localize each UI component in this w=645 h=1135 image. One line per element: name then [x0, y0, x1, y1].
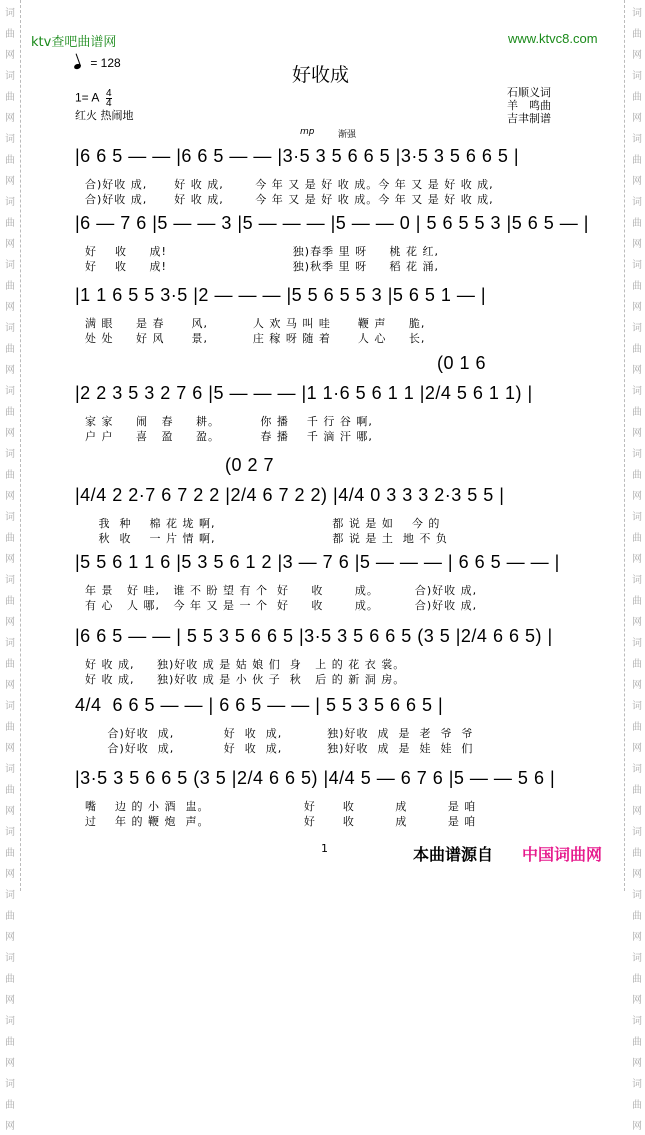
watermark-char: 词	[632, 512, 642, 523]
lyrics-verse-2: 好 收 成! 独)秋季 里 呀 稻 花 涌,	[85, 260, 440, 273]
watermark-char: 网	[632, 113, 642, 124]
watermark-char: 网	[5, 554, 15, 565]
watermark-char: 网	[632, 806, 642, 817]
lyrics-verse-2: 合)好收 成, 好 收 成, 今 年 又 是 好 收 成。今 年 又 是 好 收 成,	[85, 193, 494, 206]
source-label: 本曲谱源自	[413, 845, 494, 864]
watermark-char: 网	[5, 1121, 15, 1132]
transcriber-credit: 吉聿制谱	[507, 112, 551, 125]
watermark-char: 曲	[632, 596, 642, 607]
watermark-char: 词	[5, 134, 15, 145]
watermark-char: 词	[632, 827, 642, 838]
watermark-char: 网	[5, 743, 15, 754]
lyrics-verse-1: 年 景 好 哇, 谁 不 盼 望 有 个 好 收 成。 合)好收 成,	[85, 584, 478, 597]
lyrics-verse-1: 合)好收 成, 好 收 成, 独)好收 成 是 老 爷 爷	[85, 727, 474, 740]
watermark-char: 词	[632, 197, 642, 208]
time-signature	[106, 89, 112, 108]
tempo-marking	[74, 56, 121, 70]
watermark-char: 网	[632, 365, 642, 376]
watermark-char: 词	[5, 8, 15, 19]
watermark-char: 网	[5, 1058, 15, 1069]
notation-row: |4/4 2 2·7 6 7 2 2 |2/4 6 7 2 2) |4/4 0 3 3 3 2·3 5 5 |	[75, 485, 505, 505]
watermark-char: 网	[632, 995, 642, 1006]
watermark-char: 词	[5, 638, 15, 649]
watermark-char: 词	[632, 1016, 642, 1027]
lyrics-verse-2: 户 户 喜 盈 盈。 春 播 千 滴 汗 哪,	[85, 430, 373, 443]
watermark-char: 词	[632, 134, 642, 145]
watermark-char: 网	[632, 491, 642, 502]
watermark-char: 网	[5, 995, 15, 1006]
source-brand[interactable]: 中国词曲网	[522, 845, 603, 864]
watermark-char: 曲	[5, 344, 15, 355]
instrumental-interlude: (0 2 7	[225, 455, 275, 475]
watermark-char: 网	[5, 50, 15, 61]
notation-row: |5 5 6 1 1 6 |5 3 5 6 1 2 |3 — 7 6 |5 — — — | 6 6 5 — — |	[75, 552, 560, 572]
watermark-char: 网	[5, 428, 15, 439]
key-value: 1= A	[75, 90, 99, 105]
watermark-char: 曲	[5, 848, 15, 859]
watermark-char: 曲	[632, 659, 642, 670]
watermark-char: 曲	[632, 722, 642, 733]
watermark-char: 词	[632, 260, 642, 271]
instrumental-interlude: (0 1 6	[437, 353, 487, 373]
watermark-char: 网	[5, 239, 15, 250]
watermark-char: 曲	[5, 29, 15, 40]
tempo-value: = 128	[90, 56, 121, 70]
watermark-char: 曲	[632, 407, 642, 418]
credits	[507, 86, 551, 125]
watermark-char: 网	[5, 176, 15, 187]
key-signature	[75, 89, 112, 108]
notation-row: |6 6 5 — — | 5 5 3 5 6 6 5 |3·5 3 5 6 6 5 (3 5 |2/4 6 6 5) |	[75, 626, 553, 646]
style-marking: 红火 热闹地	[75, 109, 134, 122]
watermark-char: 词	[632, 8, 642, 19]
watermark-char: 词	[632, 323, 642, 334]
time-sig-top: 4	[106, 88, 112, 99]
watermark-char: 词	[5, 1016, 15, 1027]
watermark-char: 曲	[632, 848, 642, 859]
watermark-char: 网	[5, 680, 15, 691]
watermark-char: 网	[632, 869, 642, 880]
watermark-char: 词	[5, 764, 15, 775]
watermark-char: 词	[5, 701, 15, 712]
watermark-char: 曲	[5, 218, 15, 229]
watermark-char: 曲	[5, 470, 15, 481]
watermark-char: 曲	[5, 92, 15, 103]
watermark-char: 曲	[632, 470, 642, 481]
watermark-char: 曲	[632, 344, 642, 355]
watermark-char: 词	[632, 701, 642, 712]
watermark-char: 词	[5, 260, 15, 271]
watermark-char: 词	[5, 575, 15, 586]
watermark-char: 网	[632, 428, 642, 439]
watermark-char: 网	[632, 302, 642, 313]
watermark-char: 网	[632, 743, 642, 754]
watermark-char: 词	[5, 512, 15, 523]
watermark-char: 词	[5, 71, 15, 82]
watermark-char: 网	[632, 1121, 642, 1132]
watermark-char: 曲	[5, 785, 15, 796]
watermark-char: 曲	[632, 533, 642, 544]
watermark-char: 曲	[632, 911, 642, 922]
lyrics-verse-1: 好 收 成! 独)春季 里 呀 桃 花 红,	[85, 245, 440, 258]
lyrics-verse-2: 秋 收 一 片 情 啊, 都 说 是 土 地 不 负	[85, 532, 448, 545]
watermark-char: 词	[632, 386, 642, 397]
lyrics-verse-2: 过 年 的 鞭 炮 声。 好 收 成 是 咱	[85, 815, 477, 828]
watermark-char: 曲	[632, 92, 642, 103]
watermark-char: 词	[5, 827, 15, 838]
watermark-char: 网	[5, 113, 15, 124]
site-url[interactable]: www.ktvc8.com	[508, 31, 598, 46]
notation-row: |6 — 7 6 |5 — — 3 |5 — — — |5 — — 0 | 5 6 5 5 3 |5 6 5 — |	[75, 213, 589, 233]
watermark-char: 网	[632, 239, 642, 250]
lyrics-verse-1: 满 眼 是 春 风, 人 欢 马 叫 哇 鞭 声 脆,	[85, 317, 426, 330]
crescendo-mark: 渐强	[338, 130, 357, 140]
watermark-char: 网	[632, 932, 642, 943]
watermark-char: 曲	[5, 533, 15, 544]
watermark-char: 词	[5, 953, 15, 964]
quarter-note-icon	[73, 63, 81, 70]
watermark-char: 曲	[5, 407, 15, 418]
watermark-char: 词	[632, 575, 642, 586]
watermark-char: 词	[632, 953, 642, 964]
watermark-char: 词	[632, 71, 642, 82]
lyrics-verse-2: 有 心 人 哪, 今 年 又 是 一 个 好 收 成。 合)好收 成,	[85, 599, 478, 612]
watermark-char: 网	[5, 491, 15, 502]
watermark-char: 词	[5, 323, 15, 334]
watermark-char: 网	[5, 806, 15, 817]
watermark-char: 词	[5, 386, 15, 397]
page-number: 1	[321, 842, 328, 855]
watermark-char: 网	[5, 617, 15, 628]
lyrics-verse-1: 我 种 棉 花 垅 啊, 都 说 是 如 今 的	[85, 517, 441, 530]
watermark-char: 曲	[632, 1037, 642, 1048]
watermark-char: 网	[632, 1058, 642, 1069]
lyrics-verse-1: 家 家 闹 春 耕。 你 播 千 行 谷 啊,	[85, 415, 373, 428]
watermark-char: 词	[632, 638, 642, 649]
watermark-char: 曲	[5, 911, 15, 922]
left-watermark-strip	[0, 0, 21, 1132]
dynamic-mark: mp	[300, 127, 315, 137]
watermark-char: 曲	[632, 29, 642, 40]
watermark-char: 词	[632, 1079, 642, 1090]
watermark-char: 网	[5, 869, 15, 880]
site-name: ktv查吧曲谱网	[31, 35, 117, 50]
watermark-char: 曲	[632, 785, 642, 796]
lyricist-credit: 石顺义词	[507, 86, 551, 99]
time-sig-bottom: 4	[106, 98, 112, 109]
watermark-char: 曲	[5, 596, 15, 607]
watermark-char: 曲	[5, 155, 15, 166]
lyrics-verse-1: 好 收 成, 独)好收 成 是 姑 娘 们 身 上 的 花 衣 裳。	[85, 658, 406, 671]
watermark-char: 曲	[5, 974, 15, 985]
watermark-char: 词	[632, 449, 642, 460]
lyrics-verse-2: 合)好收 成, 好 收 成, 独)好收 成 是 娃 娃 们	[85, 742, 474, 755]
watermark-char: 网	[632, 617, 642, 628]
watermark-char: 网	[632, 50, 642, 61]
song-title: 好收成	[292, 64, 350, 86]
watermark-char: 网	[5, 302, 15, 313]
watermark-char: 词	[5, 890, 15, 901]
watermark-char: 网	[5, 365, 15, 376]
right-watermark-strip	[624, 0, 645, 1132]
notation-row: |3·5 3 5 6 6 5 (3 5 |2/4 6 6 5) |4/4 5 — 6 7 6 |5 — — 5 6 |	[75, 768, 556, 788]
lyrics-verse-1: 合)好收 成, 好 收 成, 今 年 又 是 好 收 成。今 年 又 是 好 收 成,	[85, 178, 494, 191]
watermark-char: 网	[632, 176, 642, 187]
lyrics-verse-1: 嘴 边 的 小 酒 盅。 好 收 成 是 咱	[85, 800, 477, 813]
watermark-char: 曲	[5, 722, 15, 733]
watermark-char: 曲	[5, 1100, 15, 1111]
notation-row: |2 2 3 5 3 2 7 6 |5 — — — |1 1·6 5 6 1 1 |2/4 5 6 1 1) |	[75, 383, 533, 403]
notation-row: 4/4 6 6 5 — — | 6 6 5 — — | 5 5 3 5 6 6 5 |	[75, 695, 444, 715]
watermark-char: 词	[5, 449, 15, 460]
watermark-char: 曲	[632, 155, 642, 166]
watermark-char: 词	[5, 1079, 15, 1090]
watermark-char: 词	[632, 764, 642, 775]
watermark-char: 曲	[5, 1037, 15, 1048]
composer-credit: 羊 鸣曲	[507, 99, 551, 112]
notation-row: |6 6 5 — — |6 6 5 — — |3·5 3 5 6 6 5 |3·5 3 5 6 6 5 |	[75, 146, 520, 166]
watermark-char: 曲	[632, 1100, 642, 1111]
watermark-char: 曲	[632, 281, 642, 292]
watermark-char: 词	[632, 890, 642, 901]
watermark-char: 曲	[5, 281, 15, 292]
watermark-char: 词	[5, 197, 15, 208]
watermark-char: 曲	[5, 659, 15, 670]
watermark-char: 网	[5, 932, 15, 943]
notation-row: |1 1 6 5 5 3·5 |2 — — — |5 5 6 5 5 3 |5 6 5 1 — |	[75, 285, 487, 305]
lyrics-verse-2: 好 收 成, 独)好收 成 是 小 伙 子 秋 后 的 新 洞 房。	[85, 673, 406, 686]
watermark-char: 网	[632, 554, 642, 565]
watermark-char: 网	[632, 680, 642, 691]
watermark-char: 曲	[632, 218, 642, 229]
lyrics-verse-2: 处 处 好 风 景, 庄 稼 呀 随 着 人 心 长,	[85, 332, 426, 345]
watermark-char: 曲	[632, 974, 642, 985]
